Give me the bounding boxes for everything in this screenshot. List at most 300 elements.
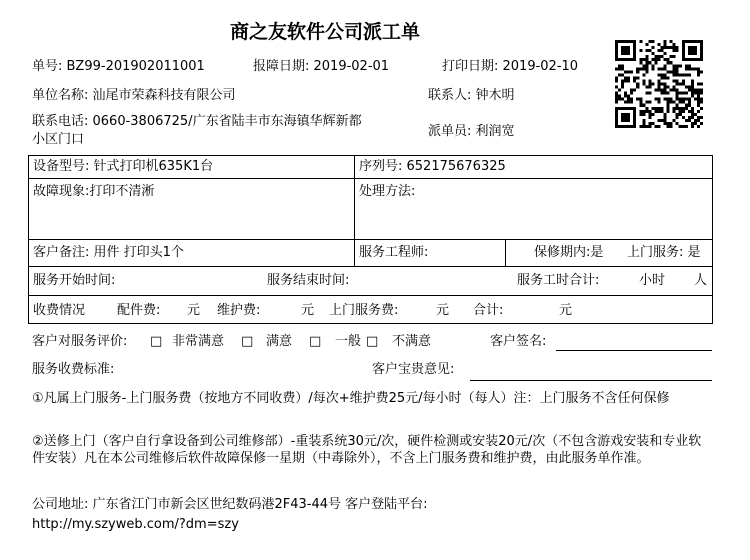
qr-module [624, 113, 627, 116]
qr-module [615, 79, 618, 82]
qr-module [694, 122, 697, 125]
qr-module [670, 98, 673, 101]
qr-module [691, 89, 694, 92]
qr-module [679, 64, 682, 67]
qr-module [645, 107, 648, 110]
qr-module [667, 46, 670, 49]
qr-module [676, 116, 679, 119]
rating-label: 客户对服务评价: [32, 334, 128, 349]
qr-module [651, 40, 654, 43]
qr-module [651, 113, 654, 116]
qr-module [615, 107, 618, 110]
qr-module [673, 70, 676, 73]
qr-module [633, 46, 636, 49]
qr-module [615, 110, 618, 113]
fault-description: 故障现象:打印不清淅 [33, 184, 155, 199]
qr-module [685, 92, 688, 95]
qr-module [657, 49, 660, 52]
qr-module [627, 79, 630, 82]
qr-module [621, 125, 624, 128]
qr-module [700, 40, 703, 43]
qr-module [627, 58, 630, 61]
qr-module [627, 52, 630, 55]
qr-module [691, 116, 694, 119]
qr-module [633, 110, 636, 113]
qr-module [651, 107, 654, 110]
print-date: 打印日期: 2019-02-10 [442, 59, 579, 74]
qr-module [667, 76, 670, 79]
qr-module [667, 122, 670, 125]
qr-module [664, 82, 667, 85]
maintenance-fee-unit: 元 [301, 303, 315, 318]
qr-module [676, 82, 679, 85]
qr-module [657, 55, 660, 58]
qr-module [657, 98, 660, 101]
qr-module [697, 104, 700, 107]
qr-module [657, 125, 660, 128]
qr-module [670, 40, 673, 43]
qr-module [679, 110, 682, 113]
qr-module [624, 49, 627, 52]
qr-module [700, 82, 703, 85]
checkbox-unsatisfied[interactable]: □ [366, 334, 379, 349]
qr-module [664, 98, 667, 101]
qr-module [661, 46, 664, 49]
qr-module [691, 82, 694, 85]
qr-module [697, 67, 700, 70]
qr-module [691, 113, 694, 116]
qr-module [621, 82, 624, 85]
qr-module [694, 40, 697, 43]
qr-module [615, 98, 618, 101]
qr-module [661, 67, 664, 70]
work-hours-total: 服务工时合计: [517, 273, 600, 288]
qr-module [661, 76, 664, 79]
qr-module [679, 101, 682, 104]
qr-module [630, 125, 633, 128]
qr-module [657, 67, 660, 70]
qr-module [676, 89, 679, 92]
qr-module [685, 98, 688, 101]
qr-module [685, 40, 688, 43]
qr-module [618, 64, 621, 67]
qr-module [661, 92, 664, 95]
qr-module [621, 86, 624, 89]
qr-module [636, 70, 639, 73]
qr-module [670, 70, 673, 73]
qr-module [618, 95, 621, 98]
qr-module [624, 119, 627, 122]
qr-module [697, 98, 700, 101]
qr-module [639, 101, 642, 104]
phone-address: 联系电话: 0660-3806725/广东省陆丰市东海镇华辉新都 [32, 114, 362, 129]
qr-module [621, 116, 624, 119]
qr-module [627, 113, 630, 116]
qr-module [624, 52, 627, 55]
qr-module [615, 101, 618, 104]
qr-module [615, 46, 618, 49]
qr-module [627, 40, 630, 43]
qr-module [630, 70, 633, 73]
parts-fee-unit: 元 [187, 303, 201, 318]
qr-module [682, 110, 685, 113]
customer-signature: 客户签名: [490, 334, 547, 349]
qr-module [670, 61, 673, 64]
qr-module [615, 125, 618, 128]
qr-module [615, 95, 618, 98]
qr-module [682, 107, 685, 110]
person-unit: 人 [694, 273, 708, 288]
onsite-fee-unit: 元 [436, 303, 450, 318]
qr-module [615, 52, 618, 55]
qr-module [679, 98, 682, 101]
qr-module [688, 98, 691, 101]
qr-module [700, 98, 703, 101]
qr-module [618, 73, 621, 76]
qr-module [697, 119, 700, 122]
fee-note-1: ①凡属上门服务-上门服务费（按地方不同收费）/每次+维护费25元/每小时（每人）注：上门服务不含任何保修 [32, 391, 670, 406]
qr-module [682, 73, 685, 76]
qr-module [648, 122, 651, 125]
service-start-time: 服务开始时间: [33, 273, 116, 288]
qr-module [624, 116, 627, 119]
checkbox-average[interactable]: □ [309, 334, 322, 349]
qr-module [691, 40, 694, 43]
qr-module [685, 86, 688, 89]
qr-code-icon [615, 40, 703, 128]
qr-module [700, 46, 703, 49]
qr-module [673, 49, 676, 52]
qr-module [688, 46, 691, 49]
qr-module [657, 110, 660, 113]
qr-module [688, 49, 691, 52]
qr-module [621, 73, 624, 76]
qr-module [615, 116, 618, 119]
qr-module [691, 122, 694, 125]
qr-module [694, 119, 697, 122]
qr-module [624, 101, 627, 104]
qr-module [627, 119, 630, 122]
page-title: 商之友软件公司派工单 [229, 21, 420, 43]
qr-module [694, 67, 697, 70]
qr-module [642, 104, 645, 107]
qr-module [615, 67, 618, 70]
qr-module [664, 43, 667, 46]
qr-module [639, 61, 642, 64]
qr-module [664, 46, 667, 49]
qr-module [633, 116, 636, 119]
company-address: 公司地址: 广东省江门市新会区世纪数码港2F43-44号 客户登陆平台: [32, 497, 428, 512]
rating-very-satisfied: 非常满意 [172, 334, 225, 349]
qr-module [621, 67, 624, 70]
qr-module [694, 89, 697, 92]
qr-module [700, 58, 703, 61]
qr-module [630, 92, 633, 95]
qr-module [615, 113, 618, 116]
qr-module [664, 116, 667, 119]
qr-module [654, 89, 657, 92]
qr-module [627, 49, 630, 52]
rating-satisfied: 满意 [266, 334, 293, 349]
qr-module [636, 67, 639, 70]
qr-module [664, 113, 667, 116]
qr-module [673, 73, 676, 76]
qr-module [645, 125, 648, 128]
handling-method: 处理方法: [359, 184, 416, 199]
qr-module [624, 58, 627, 61]
total-fee-unit: 元 [559, 303, 573, 318]
qr-module [615, 92, 618, 95]
qr-module [645, 49, 648, 52]
qr-module [654, 61, 657, 64]
qr-module [657, 86, 660, 89]
qr-module [673, 110, 676, 113]
qr-module [667, 101, 670, 104]
qr-module [685, 119, 688, 122]
qr-module [700, 49, 703, 52]
qr-module [688, 58, 691, 61]
qr-module [645, 67, 648, 70]
qr-module [618, 58, 621, 61]
device-model: 设备型号: 针式打印机635K1台 [33, 159, 214, 174]
qr-module [700, 55, 703, 58]
qr-module [618, 67, 621, 70]
qr-module [691, 58, 694, 61]
qr-module [694, 46, 697, 49]
qr-module [667, 125, 670, 128]
qr-module [651, 122, 654, 125]
qr-module [679, 125, 682, 128]
qr-module [645, 58, 648, 61]
qr-module [624, 95, 627, 98]
qr-module [676, 67, 679, 70]
qr-module [664, 67, 667, 70]
qr-module [642, 125, 645, 128]
qr-module [633, 76, 636, 79]
qr-module [670, 101, 673, 104]
qr-module [682, 79, 685, 82]
qr-module [667, 110, 670, 113]
qr-module [676, 73, 679, 76]
qr-module [654, 55, 657, 58]
qr-module [673, 79, 676, 82]
qr-module [624, 92, 627, 95]
qr-module [630, 98, 633, 101]
company-name: 单位名称: 汕尾市荣森科技有限公司 [32, 88, 236, 103]
qr-module [673, 67, 676, 70]
qr-module [700, 101, 703, 104]
qr-module [664, 76, 667, 79]
qr-module [673, 64, 676, 67]
qr-module [688, 110, 691, 113]
qr-module [621, 113, 624, 116]
serial-number: 序列号: 652175676325 [359, 159, 506, 174]
qr-module [651, 82, 654, 85]
qr-module [645, 101, 648, 104]
qr-module [682, 92, 685, 95]
qr-module [697, 70, 700, 73]
qr-module [648, 49, 651, 52]
qr-module [627, 101, 630, 104]
total-fee: 合计: [473, 303, 504, 318]
qr-module [676, 46, 679, 49]
rating-unsatisfied: 不满意 [392, 334, 432, 349]
qr-module [621, 49, 624, 52]
qr-module [661, 73, 664, 76]
qr-module [688, 89, 691, 92]
qr-module [648, 92, 651, 95]
qr-module [657, 82, 660, 85]
qr-module [645, 64, 648, 67]
qr-module [694, 52, 697, 55]
qr-module [664, 64, 667, 67]
qr-module [691, 110, 694, 113]
qr-module [618, 125, 621, 128]
qr-module [636, 86, 639, 89]
qr-module [654, 110, 657, 113]
qr-module [664, 73, 667, 76]
qr-module [633, 122, 636, 125]
checkbox-very-satisfied[interactable]: □ [150, 334, 163, 349]
contact-person: 联系人: 钟木明 [428, 88, 515, 103]
qr-module [615, 55, 618, 58]
fee-label: 收费情况 [33, 303, 86, 318]
qr-module [615, 122, 618, 125]
qr-module [682, 82, 685, 85]
qr-module [639, 40, 642, 43]
qr-module [657, 89, 660, 92]
qr-module [621, 64, 624, 67]
qr-module [676, 122, 679, 125]
onsite-service: 上门服务: 是 [627, 245, 701, 260]
customer-opinion: 客户宝贵意见: [372, 362, 455, 377]
qr-module [685, 67, 688, 70]
qr-module [691, 86, 694, 89]
service-end-time: 服务结束时间: [267, 273, 350, 288]
qr-module [700, 52, 703, 55]
fee-note-2: ②送修上门（客户自行拿设备到公司维修部）-重装系统30元/次，硬件检测或安装20元/次（不包含游戏安装和专业软件安装）凡在本公司维修后软件故障保修一星期（中毒除外），不含上门服务费和维护费，由此服务单作准。 [32, 434, 702, 466]
rating-average: 一般 [335, 334, 362, 349]
qr-module [685, 107, 688, 110]
qr-module [633, 40, 636, 43]
qr-module [624, 70, 627, 73]
qr-module [676, 92, 679, 95]
customer-note: 客户备注: 用件 打印头1个 [33, 245, 184, 260]
qr-module [697, 101, 700, 104]
qr-module [633, 113, 636, 116]
qr-module [694, 58, 697, 61]
qr-module [648, 86, 651, 89]
qr-module [664, 89, 667, 92]
qr-module [639, 58, 642, 61]
qr-module [661, 107, 664, 110]
qr-module [688, 67, 691, 70]
checkbox-satisfied[interactable]: □ [241, 334, 254, 349]
qr-module [645, 110, 648, 113]
qr-module [685, 73, 688, 76]
qr-module [679, 92, 682, 95]
phone-address-cont: 小区门口 [32, 132, 85, 147]
qr-module [627, 95, 630, 98]
qr-module [624, 46, 627, 49]
qr-module [633, 49, 636, 52]
qr-module [667, 58, 670, 61]
qr-module [633, 55, 636, 58]
qr-module [621, 58, 624, 61]
qr-module [673, 107, 676, 110]
qr-module [670, 125, 673, 128]
qr-module [664, 119, 667, 122]
qr-module [648, 110, 651, 113]
qr-module [688, 101, 691, 104]
qr-module [648, 61, 651, 64]
qr-module [667, 92, 670, 95]
qr-module [676, 95, 679, 98]
qr-module [685, 104, 688, 107]
qr-module [621, 46, 624, 49]
qr-module [673, 86, 676, 89]
qr-module [633, 79, 636, 82]
qr-module [639, 98, 642, 101]
qr-module [676, 70, 679, 73]
qr-module [657, 43, 660, 46]
qr-module [621, 52, 624, 55]
qr-module [615, 76, 618, 79]
qr-module [645, 70, 648, 73]
qr-module [630, 40, 633, 43]
qr-module [691, 79, 694, 82]
qr-module [633, 89, 636, 92]
qr-module [630, 101, 633, 104]
qr-module [664, 122, 667, 125]
qr-module [654, 98, 657, 101]
service-engineer: 服务工程师: [359, 245, 429, 260]
qr-module [624, 125, 627, 128]
qr-module [651, 52, 654, 55]
qr-module [673, 101, 676, 104]
qr-module [654, 125, 657, 128]
qr-module [688, 52, 691, 55]
qr-module [682, 46, 685, 49]
qr-module [657, 58, 660, 61]
qr-module [642, 64, 645, 67]
qr-module [633, 52, 636, 55]
qr-module [645, 55, 648, 58]
qr-module [661, 49, 664, 52]
qr-module [697, 82, 700, 85]
qr-module [615, 43, 618, 46]
qr-module [676, 79, 679, 82]
qr-module [639, 125, 642, 128]
platform-url[interactable]: http://my.szyweb.com/?dm=szy [32, 517, 239, 532]
qr-module [627, 107, 630, 110]
qr-module [645, 86, 648, 89]
qr-module [673, 46, 676, 49]
qr-module [682, 98, 685, 101]
qr-module [673, 119, 676, 122]
qr-module [648, 82, 651, 85]
qr-module [642, 119, 645, 122]
qr-module [621, 119, 624, 122]
qr-module [673, 55, 676, 58]
qr-module [697, 92, 700, 95]
qr-module [648, 40, 651, 43]
qr-module [618, 107, 621, 110]
qr-module [697, 95, 700, 98]
qr-module [685, 125, 688, 128]
qr-module [633, 107, 636, 110]
qr-module [697, 89, 700, 92]
